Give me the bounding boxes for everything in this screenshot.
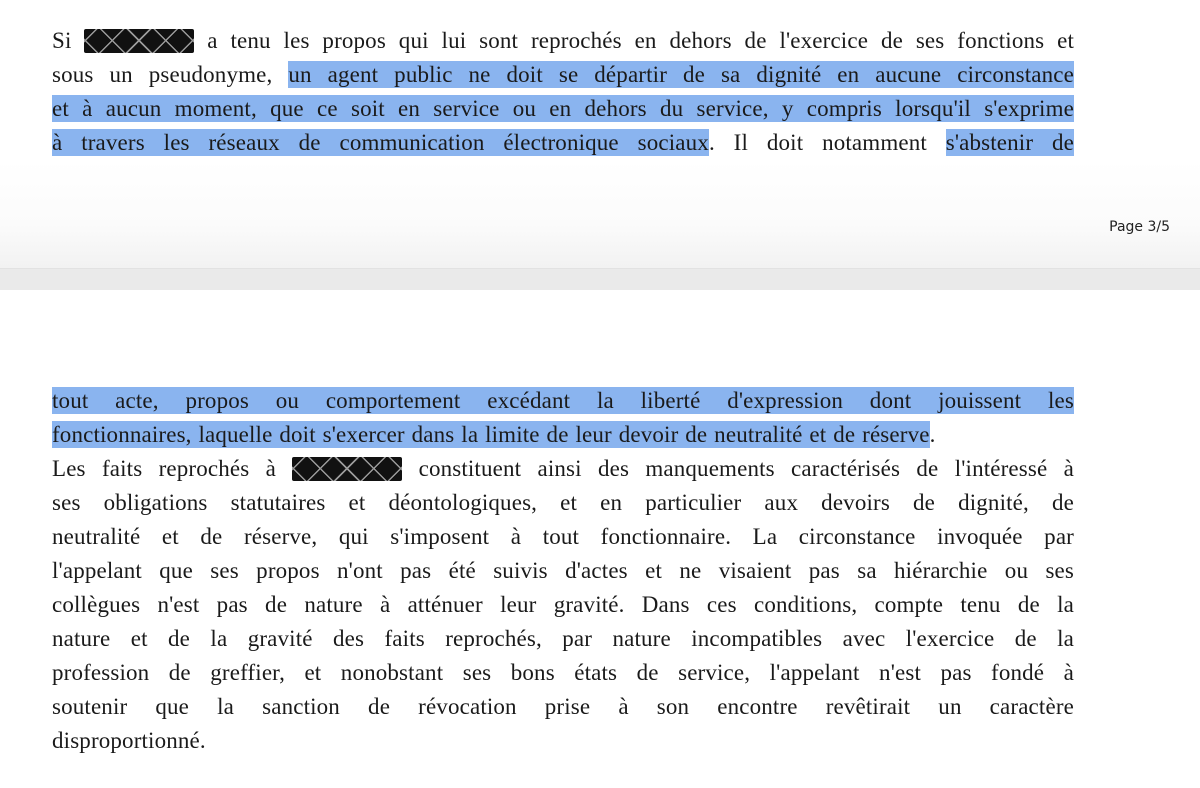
text-line: l'appelant que ses propos n'ont pas été suivis d'actes et ne visaient pas sa hiérarchie ou ses xyxy=(52,558,1074,583)
text-selection-highlight[interactable]: un agent public ne doit se départir de sa dignité en aucune circonstance xyxy=(288,62,1074,87)
text-selection-highlight[interactable]: fonctionnaires, laquelle doit s'exercer dans la limite de leur devoir de neutralité et de réserve xyxy=(52,422,930,447)
text-line: Si a tenu les propos qui lui sont reprochés en dehors de l'exercice de ses fonctions et xyxy=(52,28,1074,53)
text-line: Les faits reprochés à constituent ainsi des manquements caractérisés de l'intéressé à xyxy=(52,456,1074,481)
text-line: soutenir que la sanction de révocation prise à son encontre revêtirait un caractère xyxy=(52,694,1074,719)
paragraph-continued xyxy=(52,24,1074,160)
redacted-name xyxy=(84,29,194,53)
text-line: à travers les réseaux de communication électronique sociaux. Il doit notamment s'abstenir de xyxy=(52,130,1074,155)
text-line: ses obligations statutaires et déontologiques, et en particulier aux devoirs de dignité, de xyxy=(52,490,1074,515)
text-line: neutralité et de réserve, qui s'imposent à tout fonctionnaire. La circonstance invoquée par xyxy=(52,524,1074,549)
page-number: Page 3/5 xyxy=(1109,219,1170,235)
text-line: profession de greffier, et nonobstant ses bons états de service, l'appelant n'est pas fondé à xyxy=(52,660,1074,685)
text-selection-highlight[interactable]: tout acte, propos ou comportement excédant la liberté d'expression dont jouissent les xyxy=(52,388,1074,413)
text-selection-highlight[interactable]: s'abstenir de xyxy=(945,130,1074,155)
text-line xyxy=(52,92,1074,126)
page-bottom-margin xyxy=(0,160,1200,268)
text-line xyxy=(52,384,1074,418)
text-line: nature et de la gravité des faits reprochés, par nature incompatibles avec l'exercice de la xyxy=(52,626,1074,651)
redacted-name xyxy=(292,457,402,481)
text-selection-highlight[interactable]: à travers les réseaux de communication électronique sociaux xyxy=(52,130,709,155)
text-line: collègues n'est pas de nature à atténuer leur gravité. Dans ces conditions, compte tenu de la xyxy=(52,592,1074,617)
text-selection-highlight[interactable]: et à aucun moment, que ce soit en service ou en dehors du service, y compris lorsqu'il s'exprime xyxy=(52,96,1074,121)
page-separator xyxy=(0,268,1200,291)
text-line: fonctionnaires, laquelle doit s'exercer dans la limite de leur devoir de neutralité et de réserve. xyxy=(52,422,936,447)
paragraph-main xyxy=(52,384,1074,758)
document-page-4 xyxy=(0,290,1200,788)
text-line: disproportionné. xyxy=(52,728,206,753)
text-line: sous un pseudonyme, un agent public ne doit se départir de sa dignité en aucune circonstance xyxy=(52,62,1074,87)
